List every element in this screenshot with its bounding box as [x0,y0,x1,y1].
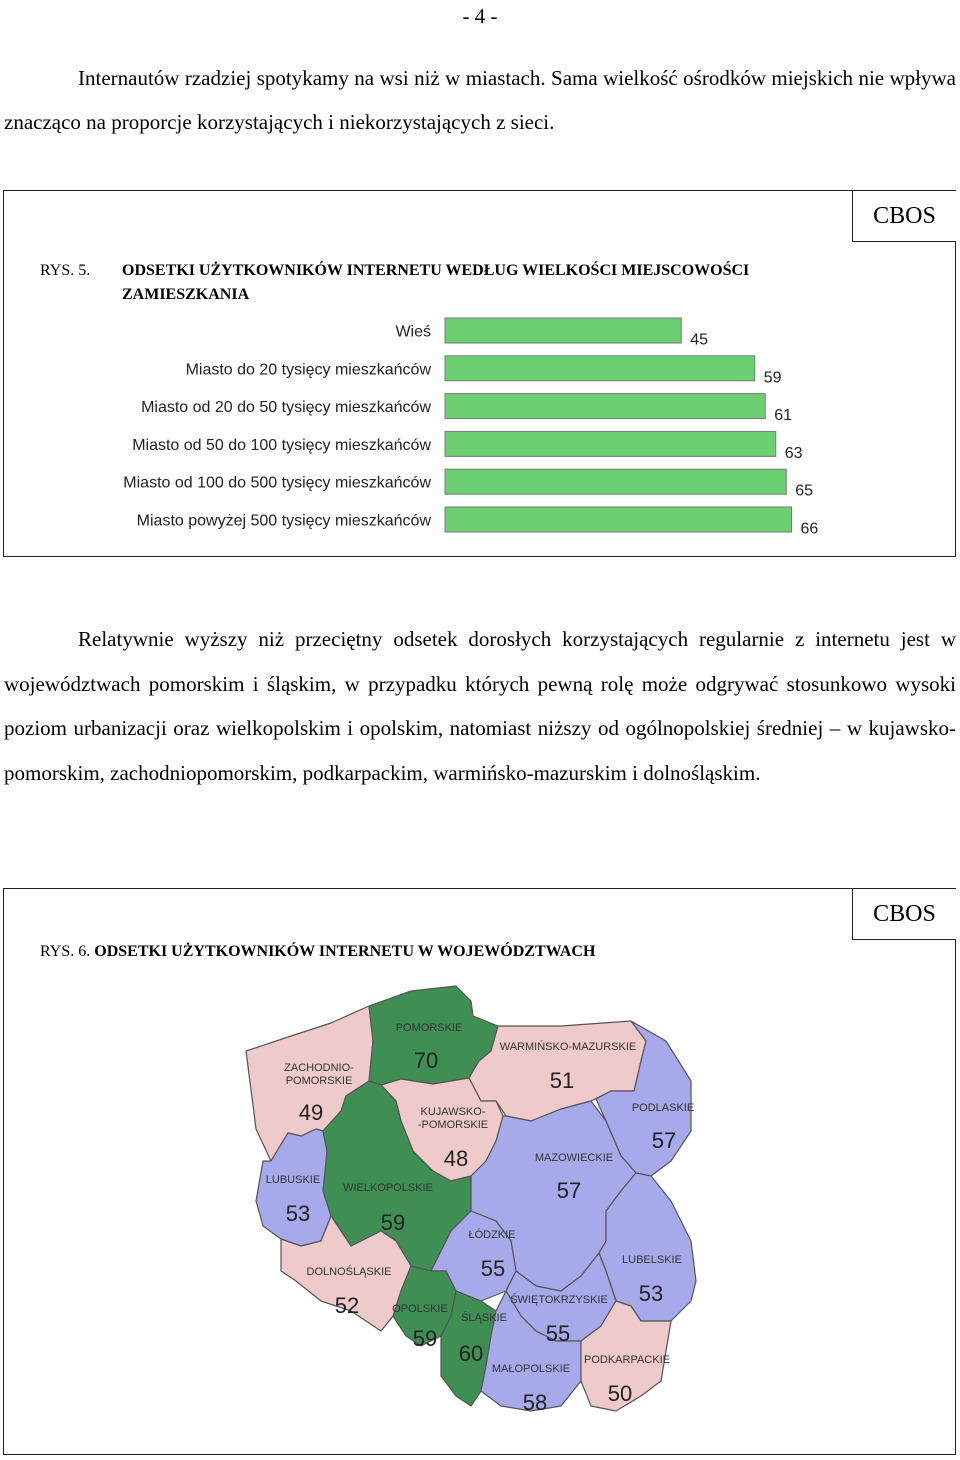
region-value-label: 58 [522,1390,548,1415]
bar-value-label: 61 [774,407,793,425]
region-value-label: 70 [413,1048,439,1073]
region-value-label: 51 [549,1068,575,1093]
region-value-label: 48 [443,1146,469,1171]
bar-category-label: Miasto do 20 tysięcy mieszkańców [185,361,431,379]
figure-6-box [3,888,956,1455]
region-name-label: ZACHODNIO-POMORSKIE [284,1062,354,1087]
bar-category-label: Wieś [395,323,431,341]
region-value-label: 49 [298,1100,324,1125]
region-name-label: OPOLSKIE [392,1303,448,1315]
bar-category-label: Miasto od 100 do 500 tysięcy mieszkańców [123,474,431,492]
cbos-badge: CBOS [852,888,956,940]
region-name-label: MAZOWIECKIE [534,1152,614,1164]
bar [445,431,776,456]
figure-5-box [3,190,956,557]
region-name-label: ŁÓDZKIE [468,1229,516,1241]
bar-category-label: Miasto powyżej 500 tysięcy mieszkańców [136,512,431,530]
bar-value-label: 59 [763,369,782,387]
region-value-label: 55 [480,1256,506,1281]
region-value-label: 53 [285,1201,311,1226]
bar-category-label: Miasto od 50 do 100 tysięcy mieszkańców [132,436,431,454]
figure-6-number: RYS. 6. [40,943,91,960]
region-value-label: 52 [334,1293,360,1318]
region-name-label: KUJAWSKO--POMORSKIE [417,1106,489,1131]
paragraph-voivodeships: Relatywnie wyższy niż przeciętny odsetek dorosłych korzystających regularnie z internetu jest w województwach pomorskim i śląskim, w przypadku których pewną rolę może odgrywać stosunkowo wysoki poziom urbanizacji oraz wielkopolskim i opolskim, natomiast niższy od ogólnopolskiej średniej – w kujawsko-pomorskim, zachodniopomorskim, podkarpackim, warmińsko-mazurskim i dolnośląskim. [4,627,956,785]
region-name-label: MAŁOPOLSKIE [491,1363,571,1375]
region-name-label: LUBUSKIE [265,1174,321,1186]
bar-category-label: Miasto od 20 do 50 tysięcy mieszkańców [141,399,431,417]
figure-5-title-line1: ODSETKI UŻYTKOWNIKÓW INTERNETU WEDŁUG WIELKOŚCI MIEJSCOWOŚCI [122,262,750,279]
figure-5-title [40,259,890,307]
region-name-label: WARMIŃSKO-MAZURSKIE [499,1041,637,1053]
page-number: - 4 - [462,4,498,28]
region-name-label: WIELKOPOLSKIE [343,1182,433,1194]
region-name-label: LUBELSKIE [622,1254,682,1266]
region-value-label: 60 [458,1341,484,1366]
figure-5-title-line2: ZAMIESZKANIA [122,286,250,303]
region-value-label: 55 [545,1321,571,1346]
region-name-label: ŚWIĘTOKRZYSKIE [510,1294,608,1306]
bar [445,318,681,343]
bar-value-label: 45 [690,331,709,349]
cbos-badge: CBOS [852,190,956,242]
region-value-label: 53 [638,1281,664,1306]
region-value-label: 57 [651,1128,677,1153]
figure-6-title [40,943,595,961]
bar-value-label: 65 [795,482,814,500]
bar [445,394,765,419]
bar-value-label: 66 [800,520,819,538]
paragraph-internet-rural-urban: Internautów rzadziej spotykamy na wsi niż w miastach. Sama wielkość ośrodków miejskich nie wpływa znacząco na proporcje korzystających i niekorzystających z sieci. [4,66,956,134]
region-value-label: 59 [380,1210,406,1235]
bar [445,469,786,494]
region-name-label: POMORSKIE [395,1022,463,1034]
region-name-label: PODKARPACKIE [584,1354,670,1366]
region-value-label: 59 [412,1326,438,1351]
region-value-label: 57 [556,1178,582,1203]
poland-voivodeship-map [4,889,954,1453]
region-name-label: ŚLĄSKIE [461,1312,507,1324]
bar-value-label: 63 [784,444,803,462]
bar-chart [4,191,954,555]
region-name-label: PODLASKIE [631,1102,695,1114]
region-name-label: DOLNOŚLĄSKIE [306,1266,392,1278]
figure-5-number: RYS. 5. [40,262,91,279]
bar [445,507,792,532]
bar [445,356,755,381]
figure-6-title-text: ODSETKI UŻYTKOWNIKÓW INTERNETU W WOJEWÓDZTWACH [94,943,596,960]
region-value-label: 50 [607,1381,633,1406]
